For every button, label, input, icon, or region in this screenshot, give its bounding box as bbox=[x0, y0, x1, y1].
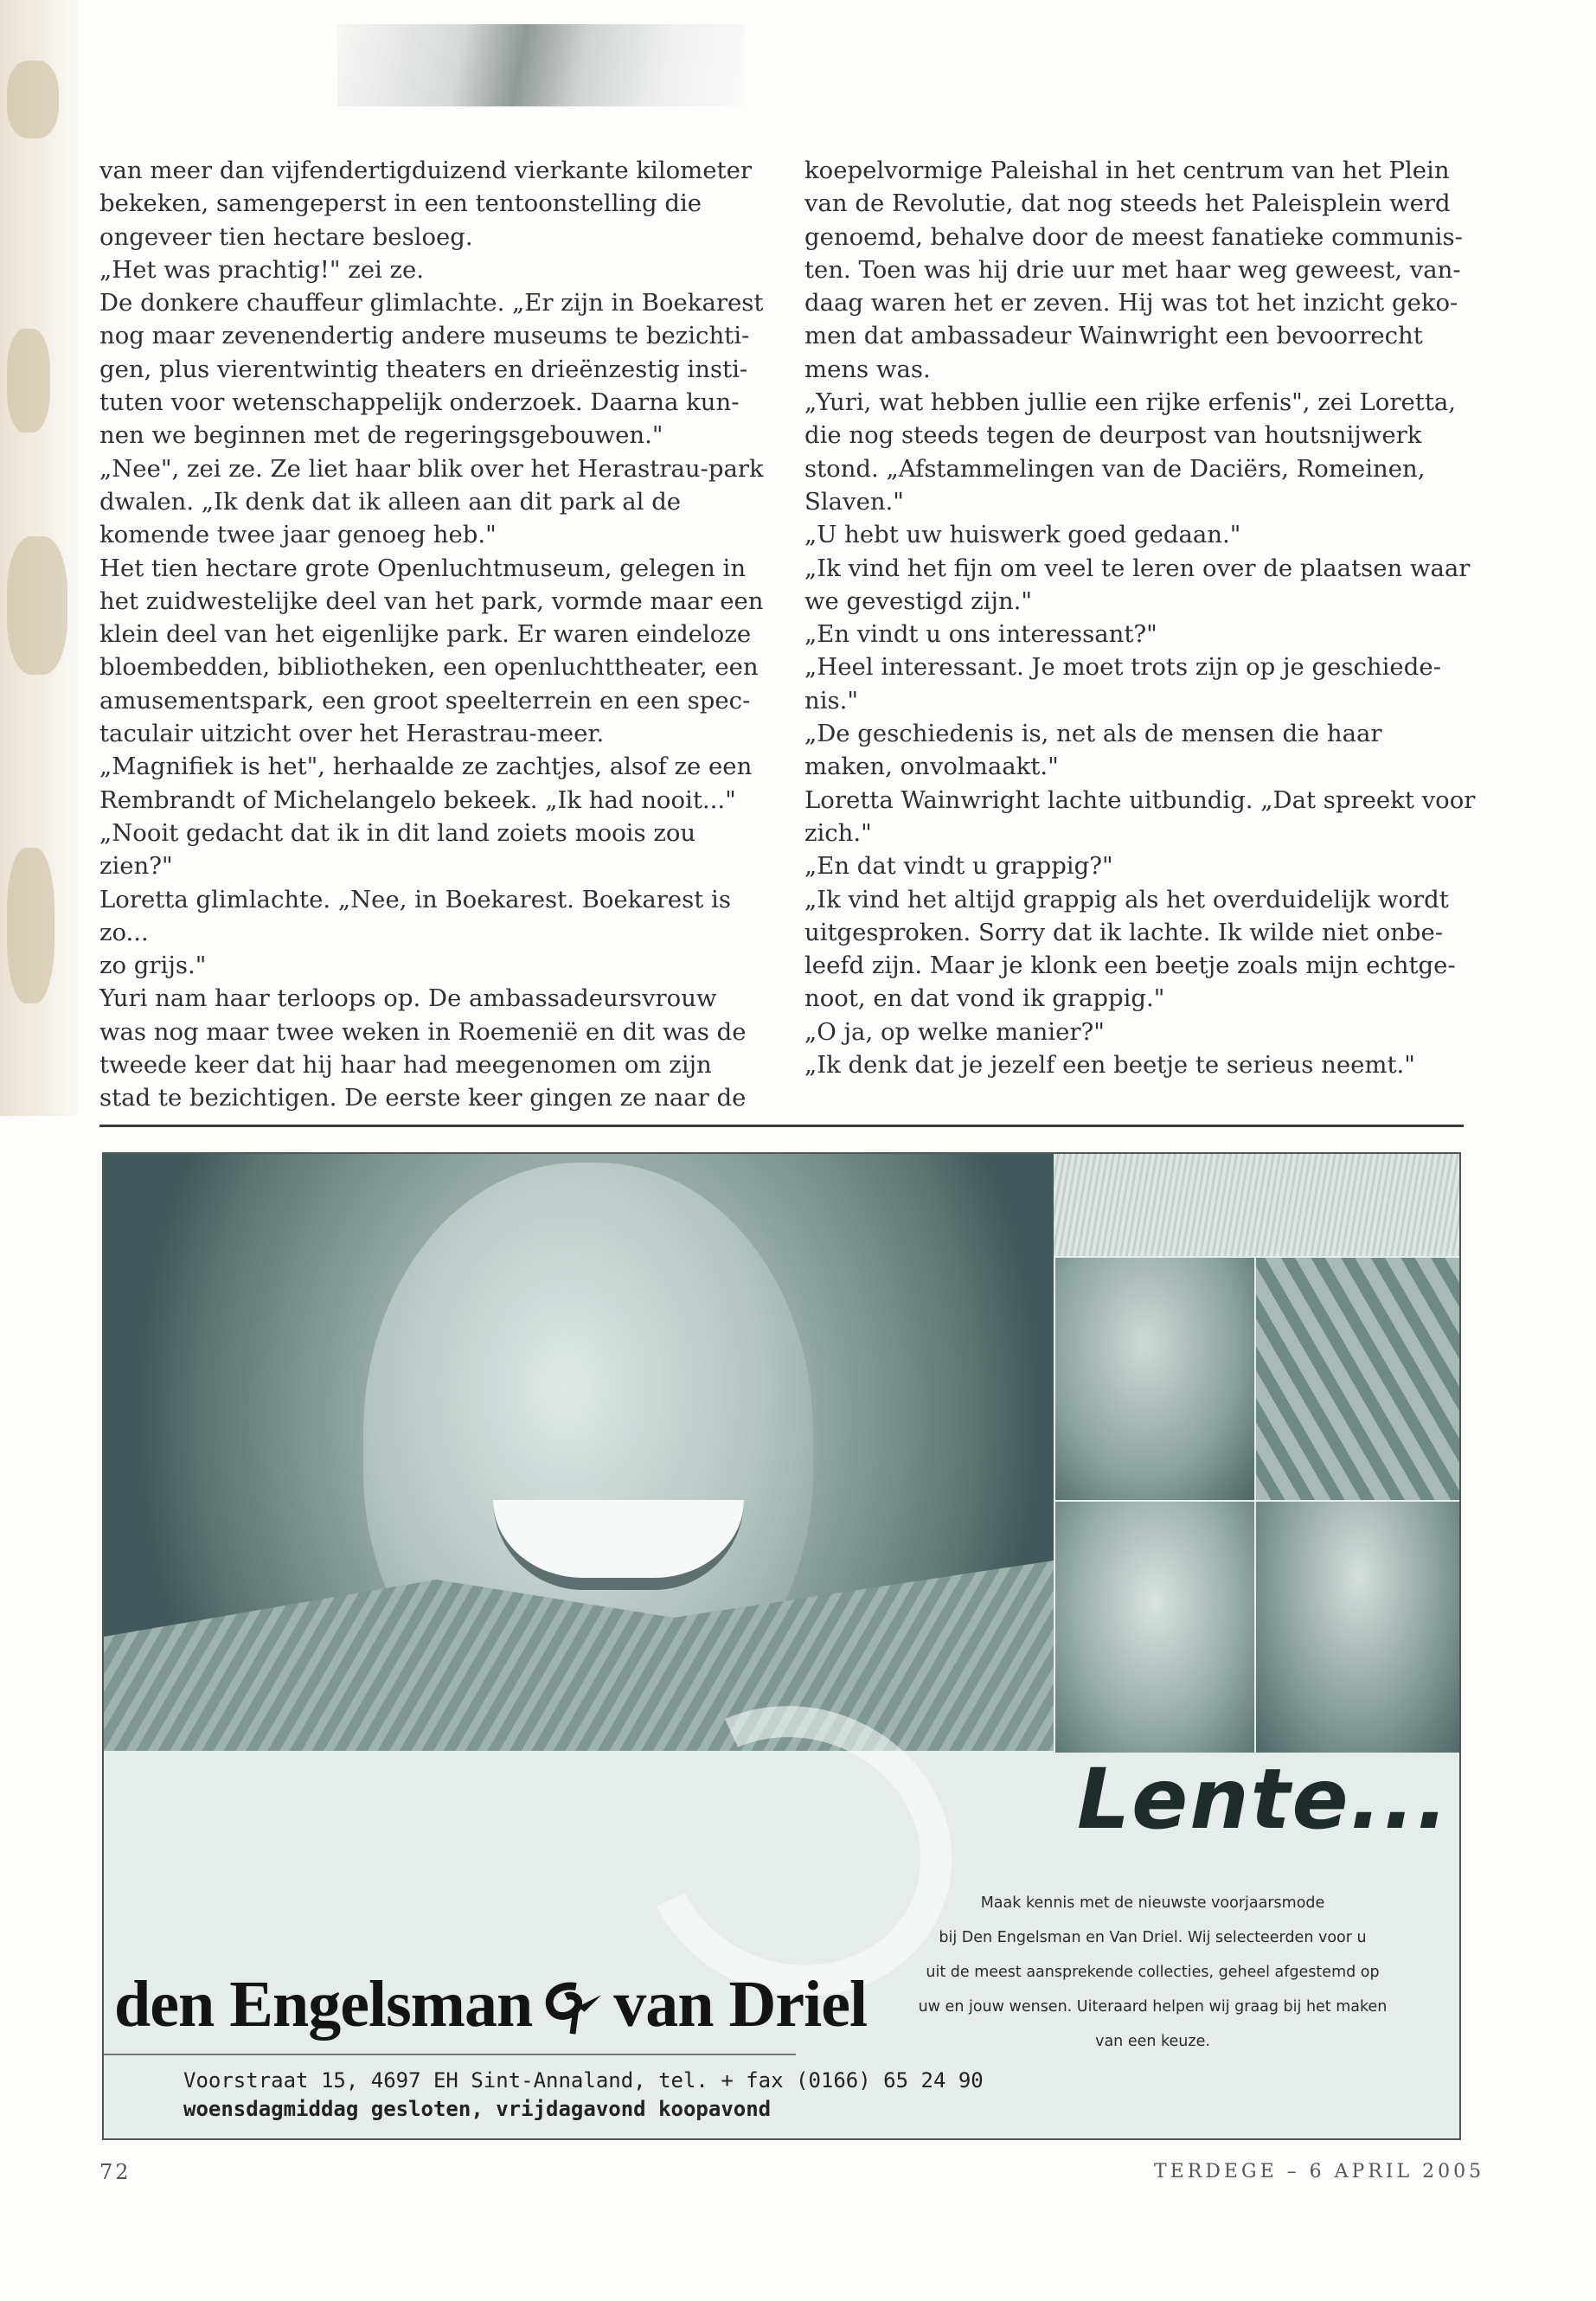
magazine-issue: TERDEGE – 6 APRIL 2005 bbox=[1154, 2161, 1485, 2182]
article-paragraph: Yuri nam haar terloops op. De ambassadeursvrouw was nog maar twee weken in Roemenië en dit was de tweede keer dat hij haar had meegenomen om zijn stad te bezichtigen. De eerste keer gingen ze naar de bbox=[99, 984, 747, 1112]
ad-thumb-tie-closeup bbox=[1254, 1256, 1461, 1503]
logo-emblem-icon bbox=[539, 1971, 606, 2039]
ad-thumb-man-suit bbox=[1054, 1256, 1256, 1503]
article-paragraph: „Yuri, wat hebben jullie een rijke erfenis", zei Loretta, die nog steeds tegen de deurpost van houtsnijwerk stond. „Afstammelingen van de Daciërs, Romeinen, Slaven." bbox=[804, 388, 1457, 516]
ad-thumb-man-striped-jacket bbox=[1254, 1500, 1461, 1754]
article-paragraph: „Ik denk dat je jezelf een beetje te serieus neemt." bbox=[804, 1051, 1415, 1080]
advertisement bbox=[102, 1152, 1461, 2140]
article-paragraph: „O ja, op welke manier?" bbox=[804, 1017, 1105, 1046]
article-paragraph: koepelvormige Paleishal in het centrum van het Plein van de Revolutie, dat nog steeds het Paleisplein werd genoemd, behalve door de meest fanatieke communis- ten. Toen was hij drie uur met haar weg geweest, van- daag waren het er zeven. Hij was tot het inzicht geko- men dat ambassadeur Wainwright een bevoorrecht mens was. bbox=[804, 157, 1463, 383]
ad-logo bbox=[114, 1967, 893, 2042]
article-paragraph: „De geschiedenis is, net als de mensen die haar maken, onvolmaakt." bbox=[804, 720, 1382, 781]
section-divider bbox=[99, 1125, 1464, 1127]
ad-body-text: Maak kennis met de nieuwste voorjaarsmode bij Den Engelsman en Van Driel. Wij selecteerden voor u uit de meest aansprekende collecties, geheel afgestemd op uw en jouw wensen. Uiteraard helpen wij graag bij het maken van een keuze. bbox=[918, 1894, 1388, 2050]
ad-address: Voorstraat 15, 4697 EH Sint-Annaland, tel. + fax (0166) 65 24 90 bbox=[183, 2068, 984, 2093]
article-paragraph: „U hebt uw huiswerk goed gedaan." bbox=[804, 521, 1241, 549]
article-paragraph: Het tien hectare grote Openluchtmuseum, gelegen in het zuidwestelijke deel van het park, vormde maar een klein deel van het eigenlijke park. Er waren eindeloze bloembedden, bibliotheken, een openluchttheater, een amusementspark, een groot speelterrein en een spec- taculair uitzicht over het Herastrau-meer. bbox=[99, 554, 764, 748]
ad-address-block bbox=[183, 2067, 984, 2124]
article-paragraph: „Het was prachtig!" zei ze. bbox=[99, 255, 425, 284]
logo-text-left: den Engelsman bbox=[114, 1968, 533, 2041]
article-paragraph: „En dat vindt u grappig?" bbox=[804, 852, 1113, 881]
top-photo-strip bbox=[337, 24, 744, 106]
article-paragraph: „Nee", zei ze. Ze liet haar blik over het Herastrau-park dwalen. „Ik denk dat ik alleen aan dit park al de komende twee jaar genoeg heb." bbox=[99, 454, 764, 549]
ad-photo-smiling-man bbox=[104, 1154, 1054, 1749]
article-paragraph: van meer dan vijfendertigduizend vierkante kilometer bekeken, samengeperst in een tentoonstelling die ongeveer tien hectare besloeg. bbox=[99, 157, 752, 251]
ad-photo-grass bbox=[1054, 1154, 1460, 1256]
article-paragraph: Loretta glimlachte. „Nee, in Boekarest. Boekarest is zo... zo grijs." bbox=[99, 885, 731, 980]
article-column-right bbox=[804, 154, 1479, 1081]
article-paragraph: „Ik vind het fijn om veel te leren over de plaatsen waar we gevestigd zijn." bbox=[804, 554, 1471, 615]
ad-headline: Lente... bbox=[1076, 1751, 1450, 1848]
article-paragraph: „Nooit gedacht dat ik in dit land zoiets moois zou zien?" bbox=[99, 818, 696, 881]
article-paragraph: „Magnifiek is het", herhaalde ze zachtjes, alsof ze een Rembrandt of Michelangelo bekeek. „Ik had nooit..." bbox=[99, 753, 753, 814]
article-paragraph: „En vindt u ons interessant?" bbox=[804, 620, 1157, 649]
article-paragraph: „Heel interessant. Je moet trots zijn op je geschiede- nis." bbox=[804, 653, 1441, 715]
article-column-left bbox=[99, 154, 774, 1115]
article-paragraph: „Ik vind het altijd grappig als het overduidelijk wordt uitgesproken. Sorry dat ik lachte. Ik wilde niet onbe- leefd zijn. Maar je klonk een beetje zoals mijn echtge- noot, en dat vond ik grappig." bbox=[804, 885, 1456, 1013]
article-paragraph: De donkere chauffeur glimlachte. „Er zijn in Boekarest nog maar zevenendertig andere museums te bezichti- gen, plus vierentwintig theaters en drieënzestig insti- tuten voor wetenschappelijk onderzoek. Daarna kun- nen we beginnen met de regeringsgebouwen." bbox=[99, 289, 764, 450]
page-number: 72 bbox=[99, 2160, 131, 2184]
logo-text-right: van Driel bbox=[613, 1968, 868, 2041]
ad-thumb-woman bbox=[1054, 1500, 1256, 1754]
logo-underline bbox=[104, 2054, 796, 2055]
article-paragraph: Loretta Wainwright lachte uitbundig. „Dat spreekt voor zich." bbox=[804, 785, 1476, 847]
ad-opening-hours: woensdagmiddag gesloten, vrijdagavond koopavond bbox=[183, 2097, 772, 2121]
left-edge-image bbox=[0, 0, 78, 1116]
